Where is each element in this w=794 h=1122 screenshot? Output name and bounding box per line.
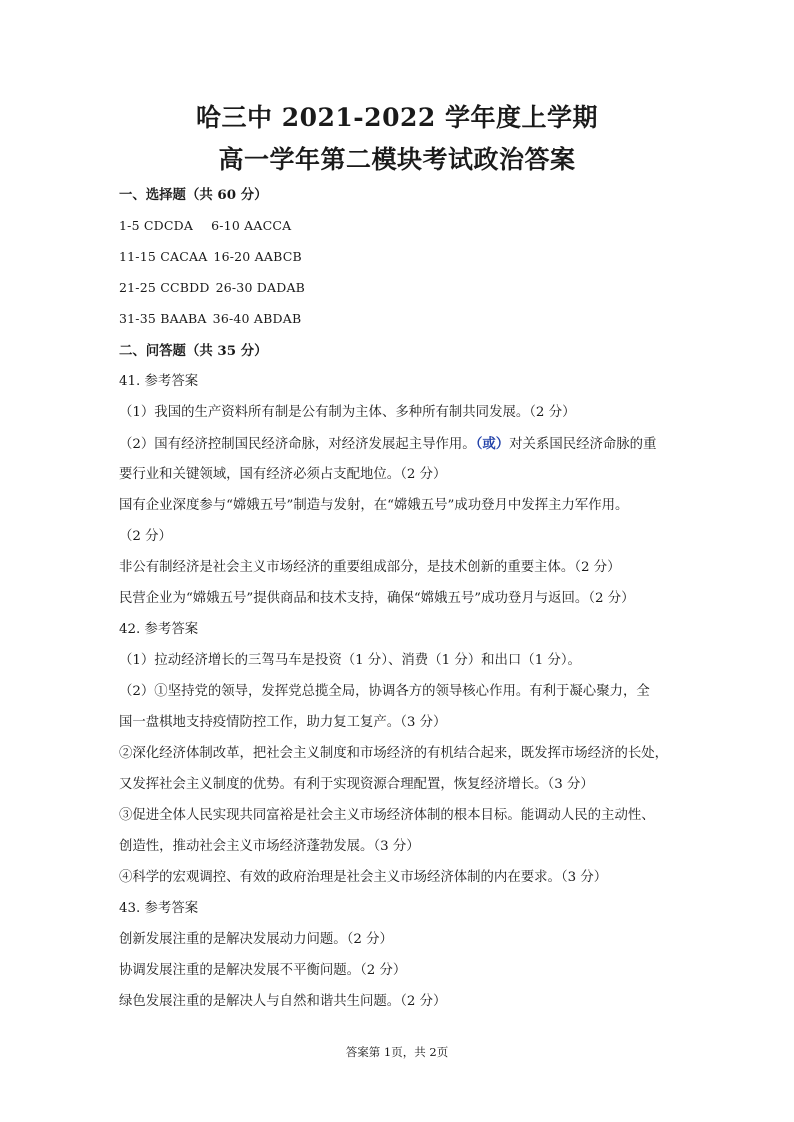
q41-answer-2	[119, 434, 656, 455]
q42-answer-5: ④科学的宏观调控、有效的政府治理是社会主义市场经济体制的内在要求。（3 分）	[119, 870, 608, 885]
section2-heading: 二、问答题（共 35 分）	[119, 343, 268, 359]
page-title-line1: 哈三中 2021-2022 学年度上学期	[196, 103, 598, 132]
q42-answer-3-cont: 又发挥社会主义制度的优势。有利于实现资源合理配置，恢复经济增长。（3 分）	[119, 777, 594, 792]
mcq-right: 6-10 AACCA	[211, 218, 292, 233]
q41-answer-2-part2: 对关系国民经济命脉的重	[509, 437, 657, 452]
q41-answer-4: 非公有制经济是社会主义市场经济的重要组成部分，是技术创新的重要主体。（2 分）	[119, 560, 621, 575]
q43-answer-3: 绿色发展注重的是解决人与自然和谐共生问题。（2 分）	[119, 994, 447, 1009]
or-marker: （或）	[475, 436, 510, 452]
q42-answer-1: （1）拉动经济增长的三驾马车是投资（1 分）、消费（1 分）和出口（1 分）。	[119, 653, 581, 668]
mcq-row	[119, 247, 302, 267]
q42-answer-3: ②深化经济体制改革，把社会主义制度和市场经济的有机结合起来，既发挥市场经济的长处，	[119, 746, 669, 761]
q41-answer-2-cont: 要行业和关键领域，国有经济必须占支配地位。（2 分）	[119, 467, 447, 482]
q42-answer-2: （2）①坚持党的领导，发挥党总揽全局，协调各方的领导核心作用。有利于凝心聚力，全	[119, 684, 650, 699]
mcq-left: 11-15 CACAA	[119, 249, 208, 264]
q41-answer-2-part1: （2）国有经济控制国民经济命脉，对经济发展起主导作用。	[119, 437, 476, 452]
q42-answer-2-cont: 国一盘棋地支持疫情防控工作，助力复工复产。（3 分）	[119, 715, 447, 730]
q41-answer-1: （1）我国的生产资料所有制是公有制为主体、多种所有制共同发展。（2 分）	[119, 405, 576, 420]
mcq-left: 21-25 CCBDD	[119, 280, 210, 295]
q41-answer-3-score: （2 分）	[119, 529, 172, 544]
q43-answer-2: 协调发展注重的是解决发展不平衡问题。（2 分）	[119, 963, 407, 978]
mcq-row	[119, 309, 301, 329]
page-footer: 答案第 1页，共 2页	[345, 1045, 449, 1059]
q41-answer-3: 国有企业深度参与“嫦娥五号”制造与发射，在“嫦娥五号”成功登月中发挥主力军作用。	[119, 498, 629, 513]
q42-label: 42. 参考答案	[119, 622, 199, 637]
mcq-left: 31-35 BAABA	[119, 311, 207, 326]
q41-label: 41. 参考答案	[119, 374, 199, 389]
mcq-right: 36-40 ABDAB	[212, 311, 302, 326]
q41-answer-5: 民营企业为“嫦娥五号”提供商品和技术支持，确保“嫦娥五号”成功登月与返回。（2 分）	[119, 591, 635, 606]
q43-label: 43. 参考答案	[119, 901, 199, 916]
q43-answer-1: 创新发展注重的是解决发展动力问题。（2 分）	[119, 932, 393, 947]
mcq-row	[119, 278, 305, 298]
section1-heading: 一、选择题（共 60 分）	[119, 187, 268, 203]
mcq-left: 1-5 CDCDA	[119, 218, 194, 233]
mcq-right: 16-20 AABCB	[213, 249, 302, 264]
q42-answer-4: ③促进全体人民实现共同富裕是社会主义市场经济体制的根本目标。能调动人民的主动性、	[119, 808, 655, 823]
mcq-right: 26-30 DADAB	[215, 280, 306, 295]
mcq-row	[119, 216, 291, 236]
q42-answer-4-cont: 创造性，推动社会主义市场经济蓬勃发展。（3 分）	[119, 839, 420, 854]
page-title-line2: 高一学年第二模块考试政治答案	[218, 145, 576, 174]
